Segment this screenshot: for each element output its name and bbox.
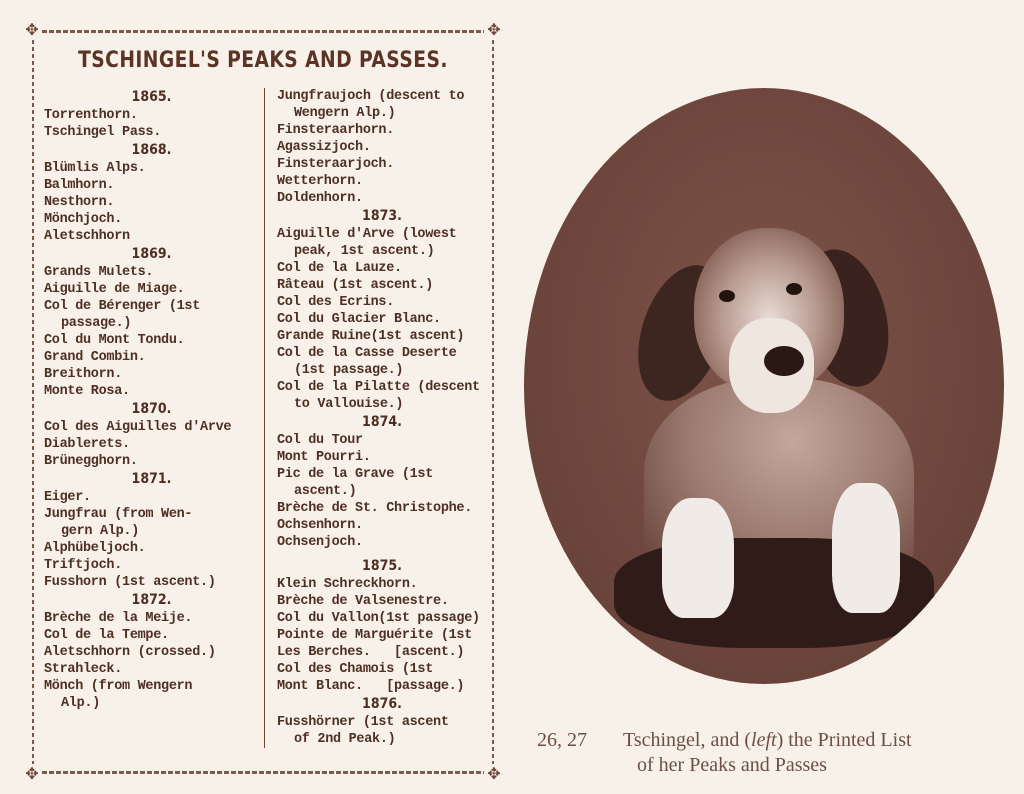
list-entry: Doldenhorn. xyxy=(277,191,363,206)
corner-ornament-icon: ✥ xyxy=(25,20,39,39)
list-entry: Aletschhorn xyxy=(44,229,130,244)
list-entry: Agassizjoch. xyxy=(277,140,371,155)
list-entry: Col de la Pilatte (descent xyxy=(277,380,480,395)
figure-numbers: 26, 27 xyxy=(537,729,587,751)
caption-line-1 xyxy=(537,728,1007,753)
list-entry: Col du Tour xyxy=(277,433,363,448)
dog-nose xyxy=(764,346,804,376)
left-column xyxy=(44,88,259,712)
year-heading: 1876. xyxy=(362,696,402,712)
list-entry: Mont Blanc. [passage.) xyxy=(277,679,465,694)
list-title: TSCHINGEL'S PEAKS AND PASSES. xyxy=(78,48,448,73)
list-entry: Klein Schreckhorn. xyxy=(277,577,418,592)
list-entry: Col de la Lauze. xyxy=(277,261,402,276)
year-heading: 1869. xyxy=(131,246,172,262)
year-heading: 1870. xyxy=(131,401,172,417)
caption-line-2: of her Peaks and Passes xyxy=(637,754,827,776)
list-entry: Grands Mulets. xyxy=(44,265,154,280)
list-entry: Nesthorn. xyxy=(44,195,115,210)
corner-ornament-icon: ✥ xyxy=(487,764,501,783)
list-entry: Col des Aiguilles d'Arve xyxy=(44,420,232,435)
list-entry: Aiguille de Miage. xyxy=(44,282,185,297)
figure-caption xyxy=(537,728,1007,778)
caption-text: ) the Printed List xyxy=(776,729,912,751)
year-heading: 1874. xyxy=(362,414,402,430)
dog-eye-right xyxy=(786,283,802,295)
list-entry: Grand Combin. xyxy=(44,350,146,365)
list-entry-continuation: to Vallouise.) xyxy=(294,397,404,412)
list-entry: Mönchjoch. xyxy=(44,212,123,227)
year-heading: 1873. xyxy=(362,208,402,224)
wavy-border-right xyxy=(492,40,494,764)
list-entry: Col de la Tempe. xyxy=(44,628,169,643)
list-entry: Col de la Casse Deserte xyxy=(277,346,457,361)
list-entry: Col des Chamois (1st xyxy=(277,662,434,677)
column-divider xyxy=(264,88,265,748)
list-entry: Strahleck. xyxy=(44,662,123,677)
wavy-border-left xyxy=(32,40,34,764)
year-heading: 1868. xyxy=(131,142,172,158)
dog-paw-left xyxy=(662,498,734,618)
list-entry-continuation: Wengern Alp.) xyxy=(294,106,396,121)
list-entry-continuation: ascent.) xyxy=(294,484,357,499)
list-entry: Col du Glacier Blanc. xyxy=(277,312,441,327)
list-entry: Les Berches. [ascent.) xyxy=(277,645,465,660)
list-entry: Finsteraarhorn. xyxy=(277,123,395,138)
list-entry: Tschingel Pass. xyxy=(44,125,162,140)
list-entry: Aletschhorn (crossed.) xyxy=(44,645,216,660)
list-entry: Brünegghorn. xyxy=(44,454,138,469)
list-entry: Balmhorn. xyxy=(44,178,115,193)
list-entry: Col du Vallon(1st passage) xyxy=(277,611,480,626)
list-entry-continuation: (1st passage.) xyxy=(294,363,404,378)
list-entry: Breithorn. xyxy=(44,367,123,382)
list-entry: Diablerets. xyxy=(44,437,130,452)
list-entry: Brèche de Valsenestre. xyxy=(277,594,449,609)
list-entry: Ochsenhorn. xyxy=(277,518,363,533)
year-heading: 1871. xyxy=(131,471,172,487)
list-entry: Aiguille d'Arve (lowest xyxy=(277,227,457,242)
list-entry: Brèche de la Meije. xyxy=(44,611,193,626)
list-entry: Col de Bérenger (1st xyxy=(44,299,201,314)
list-entry: Monte Rosa. xyxy=(44,384,130,399)
list-entry-continuation: passage.) xyxy=(61,316,132,331)
list-entry: Fusshörner (1st ascent xyxy=(277,715,449,730)
list-entry: Mont Pourri. xyxy=(277,450,371,465)
list-entry: Col des Ecrins. xyxy=(277,295,395,310)
list-entry: Mönch (from Wengern xyxy=(44,679,193,694)
list-entry: Wetterhorn. xyxy=(277,174,363,189)
year-heading: 1875. xyxy=(362,558,402,574)
right-column xyxy=(277,88,487,748)
list-entry: Râteau (1st ascent.) xyxy=(277,278,434,293)
caption-text: Tschingel, and ( xyxy=(623,729,752,751)
corner-ornament-icon: ✥ xyxy=(25,764,39,783)
dog-portrait-photo xyxy=(524,88,1004,684)
list-entry: Pic de la Grave (1st xyxy=(277,467,434,482)
list-entry: Blümlis Alps. xyxy=(44,161,146,176)
corner-ornament-icon: ✥ xyxy=(487,20,501,39)
wavy-border-top xyxy=(42,30,484,33)
list-entry: Ochsenjoch. xyxy=(277,535,363,550)
list-entry: Alphübeljoch. xyxy=(44,541,146,556)
list-entry: Torrenthorn. xyxy=(44,108,138,123)
wavy-border-bottom xyxy=(42,771,484,774)
year-heading: 1865. xyxy=(131,89,172,105)
caption-italic: left xyxy=(751,729,777,751)
list-entry: Col du Mont Tondu. xyxy=(44,333,185,348)
list-entry: Triftjoch. xyxy=(44,558,123,573)
list-entry: Jungfrau (from Wen- xyxy=(44,507,193,522)
list-entry: Pointe de Marguérite (1st xyxy=(277,628,473,643)
list-entry-continuation: gern Alp.) xyxy=(61,524,140,539)
list-entry: Jungfraujoch (descent to xyxy=(277,89,465,104)
year-heading: 1872. xyxy=(131,592,172,608)
list-entry: Fusshorn (1st ascent.) xyxy=(44,575,216,590)
list-entry-continuation: Alp.) xyxy=(61,696,101,711)
dog-eye-left xyxy=(719,290,735,302)
list-entry: Eiger. xyxy=(44,490,91,505)
list-entry: Grande Ruine(1st ascent) xyxy=(277,329,465,344)
list-entry-continuation: of 2nd Peak.) xyxy=(294,732,396,747)
list-entry: Brèche de St. Christophe. xyxy=(277,501,473,516)
list-entry: Finsteraarjoch. xyxy=(277,157,395,172)
dog-paw-right xyxy=(832,483,900,613)
printed-list-frame xyxy=(25,20,501,783)
list-entry-continuation: peak, 1st ascent.) xyxy=(294,244,435,259)
